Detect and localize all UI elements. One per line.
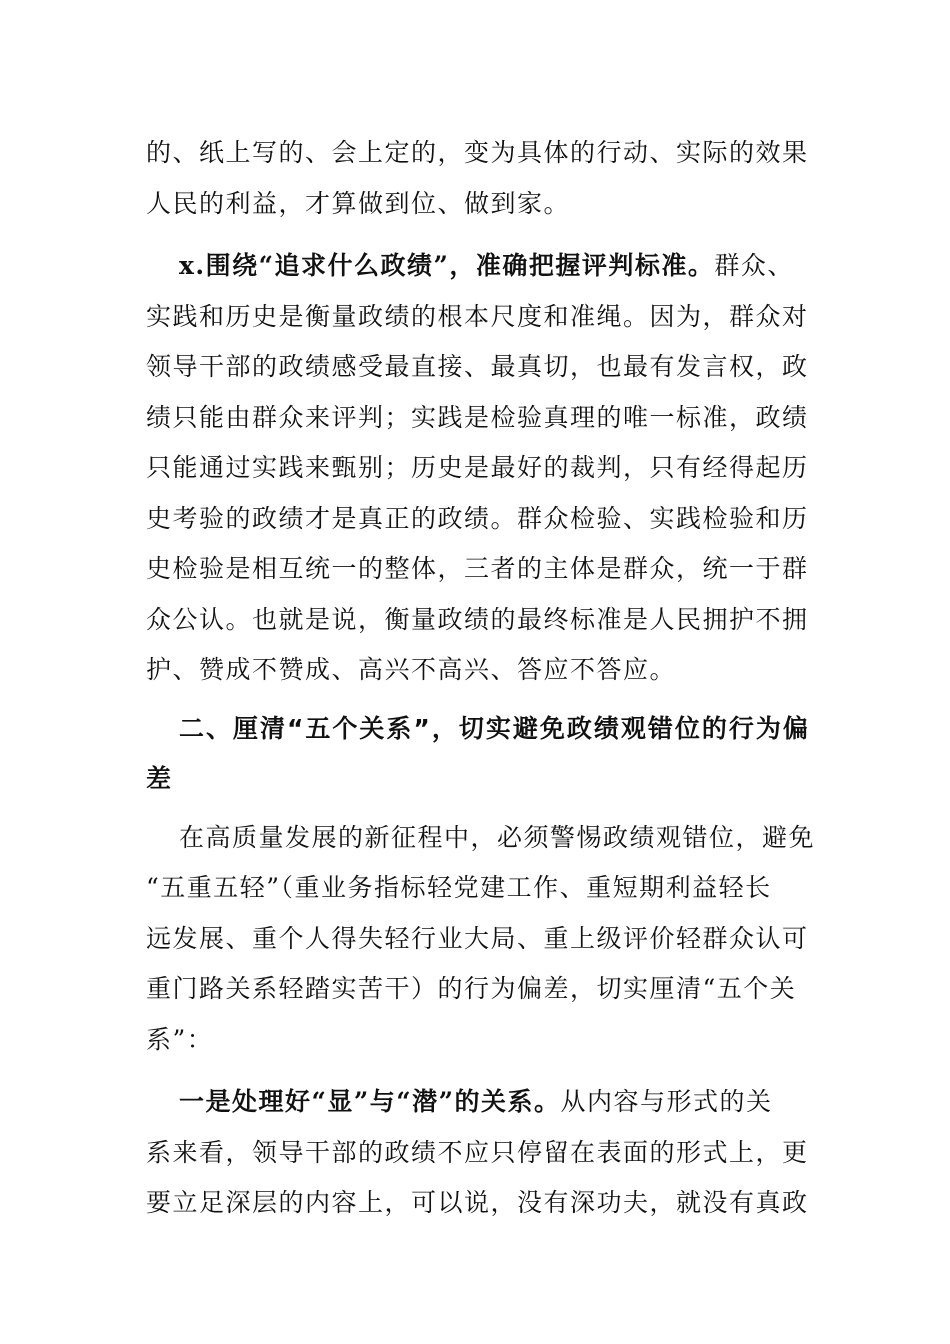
paragraph-five-relations-intro xyxy=(146,813,816,1066)
paragraph-first-relation xyxy=(146,1077,809,1229)
text-run: 群众、 xyxy=(714,251,794,280)
text-line xyxy=(146,1077,806,1128)
text-line: 重门路关系轻踏实苦干）的行为偏差，切实厘清“五个关 xyxy=(146,974,797,1003)
text-line: 史考验的政绩才是真正的政绩。群众检验、实践检验和历 xyxy=(146,503,809,533)
text-line: 系来看，领导干部的政绩不应只停留在表面的形式上，更 xyxy=(146,1137,809,1167)
text-line: 只能通过实践来甄别；历史是最好的裁判，只有经得起历 xyxy=(146,453,809,482)
text-line: 远发展、重个人得失轻行业大局、重上级评价轻群众认可 xyxy=(146,923,809,953)
text-line: 系”： xyxy=(146,1024,214,1054)
paragraph-lead: x.围绕“追求什么政绩”，准确把握评判标准。 xyxy=(179,251,715,280)
heading-line: 二、厘清“五个关系”，切实避免政绩观错位的行为偏 xyxy=(179,713,810,743)
paragraph-lead: 一是处理好“显”与“潜”的关系。 xyxy=(179,1087,561,1116)
text-line: 绩只能由群众来评判；实践是检验真理的唯一标准，政绩 xyxy=(146,402,809,432)
text-line: 要立足深层的内容上，可以说，没有深功夫，就没有真政 xyxy=(146,1188,809,1217)
paragraph-continuation xyxy=(146,128,809,229)
text-run: 从内容与形式的关 xyxy=(560,1087,773,1116)
text-line: 实践和历史是衡量政绩的根本尺度和准绳。因为，群众对 xyxy=(146,301,809,331)
text-line: 在高质量发展的新征程中，必须警惕政绩观错位，避免 xyxy=(179,822,816,852)
text-line: 的、纸上写的、会上定的，变为具体的行动、实际的效果 xyxy=(146,138,809,167)
text-line xyxy=(146,241,806,292)
document-page xyxy=(146,128,816,1229)
heading-line: 差 xyxy=(146,764,174,793)
text-line: 人民的利益，才算做到位、做到家。 xyxy=(146,188,571,218)
text-line: 史检验是相互统一的整体，三者的主体是群众，统一于群 xyxy=(146,554,809,583)
text-line: 领导干部的政绩感受最直接、最真切，也最有发言权，政 xyxy=(146,352,809,381)
paragraph-evaluation-standard xyxy=(146,241,809,696)
text-line: 护、赞成不赞成、高兴不高兴、答应不答应。 xyxy=(146,655,677,684)
text-line: 众公认。也就是说，衡量政绩的最终标准是人民拥护不拥 xyxy=(146,604,809,634)
section-heading xyxy=(146,704,810,805)
text-line: “五重五轻”（重业务指标轻党建工作、重短期利益轻长 xyxy=(146,873,772,902)
